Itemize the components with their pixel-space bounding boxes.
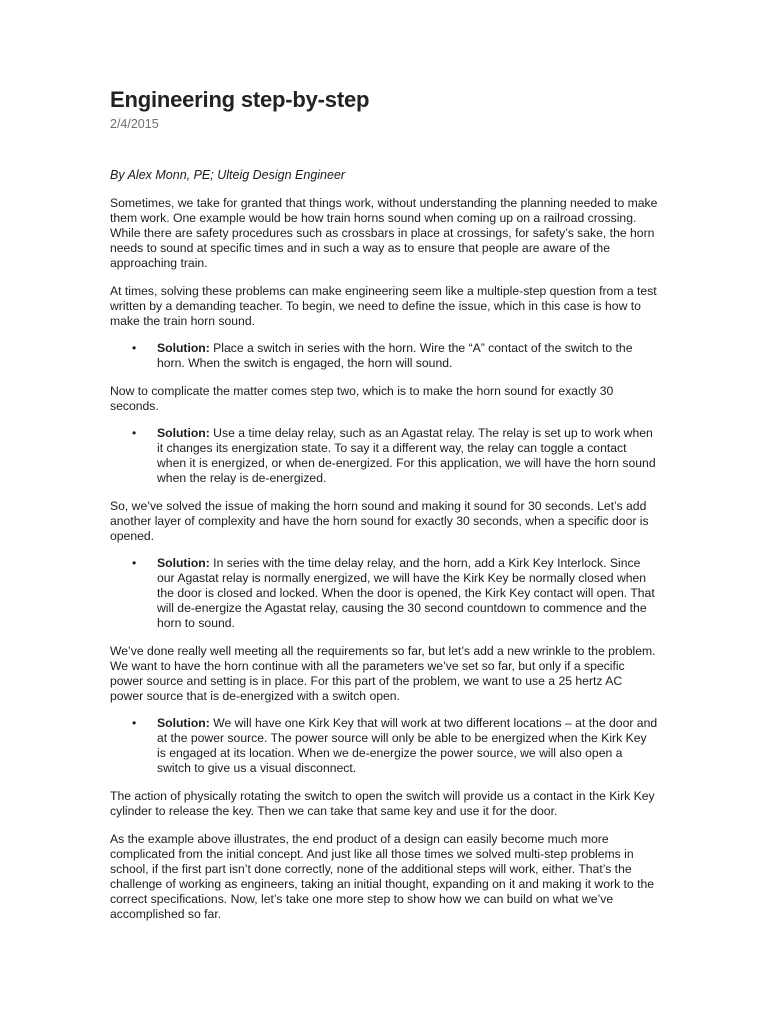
bullet: • [132, 716, 137, 730]
solution-list [110, 556, 658, 631]
article-byline: By Alex Monn, PE; Ulteig Design Engineer [110, 168, 346, 182]
paragraph: At times, solving these problems can make engineering seem like a multiple-step question from a test written by a demanding teacher. To begin, we need to define the issue, which in this case is how to make the train horn sound. [110, 284, 657, 328]
bullet: • [132, 556, 137, 570]
paragraph: The action of physically rotating the switch to open the switch will provide us a contact in the Kirk Key cylinder to release the key. Then we can take that same key and use it for the door. [110, 789, 655, 818]
solution-list [110, 341, 658, 371]
solution-label: Solution: [157, 556, 210, 570]
solution-item [110, 716, 658, 776]
bullet: • [132, 341, 137, 355]
paragraph: We’ve done really well meeting all the requirements so far, but let’s add a new wrinkle to the problem. We want to have the horn continue with all the parameters we’ve set so far, but only if a specific power source and setting is in place. For this part of the problem, we want to use a 25 hertz AC power source that is de-energized with a switch open. [110, 644, 656, 703]
solution-text: Place a switch in series with the horn. Wire the “A” contact of the switch to the horn. When the switch is engaged, the horn will sound. [157, 341, 633, 370]
solution-text: Use a time delay relay, such as an Agastat relay. The relay is set up to work when it changes its energization state. To say it a different way, the relay can toggle a contact when it is energized, or when de-energized. For this application, we will have the horn sound when the relay is de-energized. [157, 426, 656, 485]
paragraph: So, we’ve solved the issue of making the horn sound and making it sound for 30 seconds. Let’s add another layer of complexity and have the horn sound for exactly 30 seconds, when a specific door is opened. [110, 499, 649, 543]
paragraph: Now to complicate the matter comes step two, which is to make the horn sound for exactly 30 seconds. [110, 384, 614, 413]
solution-list [110, 426, 658, 486]
solution-label: Solution: [157, 426, 210, 440]
solution-text: In series with the time delay relay, and the horn, add a Kirk Key Interlock. Since our Agastat relay is normally energized, we will have the Kirk Key be normally closed when the door is closed and locked. When the door is opened, the Kirk Key contact will open. That will de-energize the Agastat relay, causing the 30 second countdown to commence and the horn to sound. [157, 556, 655, 630]
article-date: 2/4/2015 [110, 117, 159, 131]
paragraph: As the example above illustrates, the end product of a design can easily become much more complicated from the initial concept. And just like all those times we solved multi-step problems in school, if the first part isn’t done correctly, none of the additional steps will work, either. That’s the challenge of working as engineers, taking an initial thought, expanding on it and making it work to the correct specifications. Now, let’s take one more step to show how we can build on what we’ve accomplished so far. [110, 832, 655, 921]
paragraph: Sometimes, we take for granted that things work, without understanding the planning needed to make them work. One example would be how train horns sound when coming up on a railroad crossing. While there are safety procedures such as crossbars in place at crossings, for safety’s sake, the horn needs to sound at specific times and in such a way as to ensure that people are aware of the approaching train. [110, 196, 658, 270]
solution-list [110, 716, 658, 776]
article-title: Engineering step-by-step [110, 87, 370, 112]
solution-label: Solution: [157, 341, 210, 355]
bullet: • [132, 426, 137, 440]
solution-label: Solution: [157, 716, 210, 730]
solution-item [110, 426, 658, 486]
article [110, 86, 658, 922]
solution-item [110, 556, 658, 631]
solution-item [110, 341, 658, 371]
solution-text: We will have one Kirk Key that will work at two different locations – at the door and at the power source. The power source will only be able to be energized when the Kirk Key is engaged at its location. When we de-energize the power source, we will also open a switch to give us a visual disconnect. [157, 716, 658, 775]
